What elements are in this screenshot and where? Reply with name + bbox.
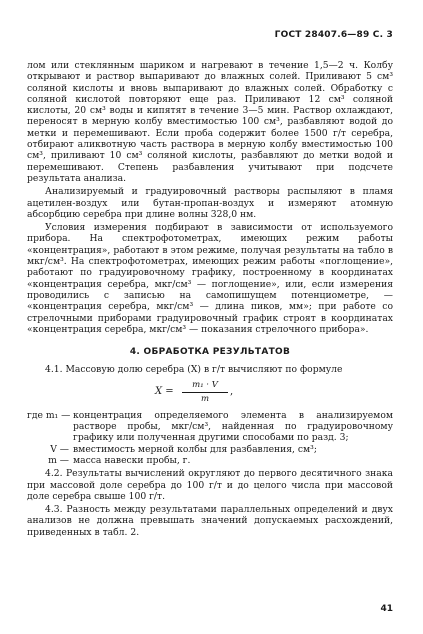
formula xyxy=(27,380,393,406)
formula-lhs: X = xyxy=(155,385,174,397)
paragraph-continuation: лом или стеклянным шариком и нагревают в течение 1,5—2 ч. Колбу открывают и раствор выпаривают до влажных солей. Приливают 5 см³ соляной кислоты и вновь выпаривают до влажных солей. Обработку с соляной кислотой повторяют еще раз. Приливают 12 см³ соляной кислоты, 20 см³ воды и кипятят в течение 3—5 мин. Раствор охлаждают, переносят в мерную колбу вместимостью 100 см³, разбавляют водой до метки и перемешивают. Если проба содержит более 1500 г/т серебра, отбирают аликвотную часть раствора в мерную колбу вместимостью 100 см³, приливают 10 см³ соляной кислоты, разбавляют до метки водой и перемешивают. Степень разбавления учитывают при подсчете результата анализа. xyxy=(27,60,393,184)
page-number: 41 xyxy=(380,604,393,614)
definition-text: вместимость мерной колбы для разбавления, см³; xyxy=(73,443,317,455)
paragraph-spraying: Анализируемый и градуировочный растворы распыляют в пламя ацетилен-воздух или бутан-пропан-воздух и измеряют атомную абсорбцию серебра при длине волны 328,0 нм. xyxy=(27,186,393,220)
definition-row xyxy=(27,444,393,455)
item-4-2: 4.2. Результаты вычислений округляют до первого десятичного знака при массовой доле серебра до 100 г/т и до целого числа при массовой доле серебра свыше 100 г/т. xyxy=(27,468,393,502)
definition-symbol: где m₁ — xyxy=(27,409,71,421)
definition-row xyxy=(27,410,393,444)
paragraph-measurement-conditions: Условия измерения подбирают в зависимости от используемого прибора. На спектрофотометрах, имеющих режим работы «концентрация», работают в этом режиме, получая результаты на табло в мкг/см³. На спектрофотометрах, имеющих режим работы «поглощение», работают по градуировочному графику, построенному в координатах «концентрация серебра, мкг/см³ — поглощение», или, если измерения проводились с записью на самопишущем потенциометре, — «концентрация серебра, мкг/см³ — длина пиков, мм»; при работе со стрелочными приборами градуировочный график строят в координатах «концентрация серебра, мкг/см³ — показания стрелочного прибора». xyxy=(27,222,393,335)
section-title: 4. ОБРАБОТКА РЕЗУЛЬТАТОВ xyxy=(129,347,291,358)
definition-text: масса навески пробы, г. xyxy=(73,454,191,466)
definition-symbol: V — xyxy=(50,443,69,455)
item-4-1: 4.1. Массовую долю серебра (X) в г/т вычисляют по формуле xyxy=(45,364,343,376)
page-header: ГОСТ 28407.6—89 С. 3 xyxy=(274,30,393,40)
definition-text: концентрация определяемого элемента в анализируемом растворе пробы, мкг/см³, найденная по градуировочному графику или полученная другими способами по разд. 3; xyxy=(73,409,393,444)
item-4-3: 4.3. Разность между результатами параллельных определений и двух анализов не должна превышать значений допускаемых расхождений, приведенных в табл. 2. xyxy=(27,504,393,538)
formula-denominator: m xyxy=(200,394,210,405)
formula-numerator: m₁ · V xyxy=(182,380,228,393)
formula-comma: , xyxy=(230,385,234,397)
formula-fraction xyxy=(182,380,228,406)
page-body xyxy=(27,60,393,538)
definitions-list xyxy=(27,410,393,466)
definition-symbol: m — xyxy=(48,454,69,466)
definition-row xyxy=(27,455,393,466)
